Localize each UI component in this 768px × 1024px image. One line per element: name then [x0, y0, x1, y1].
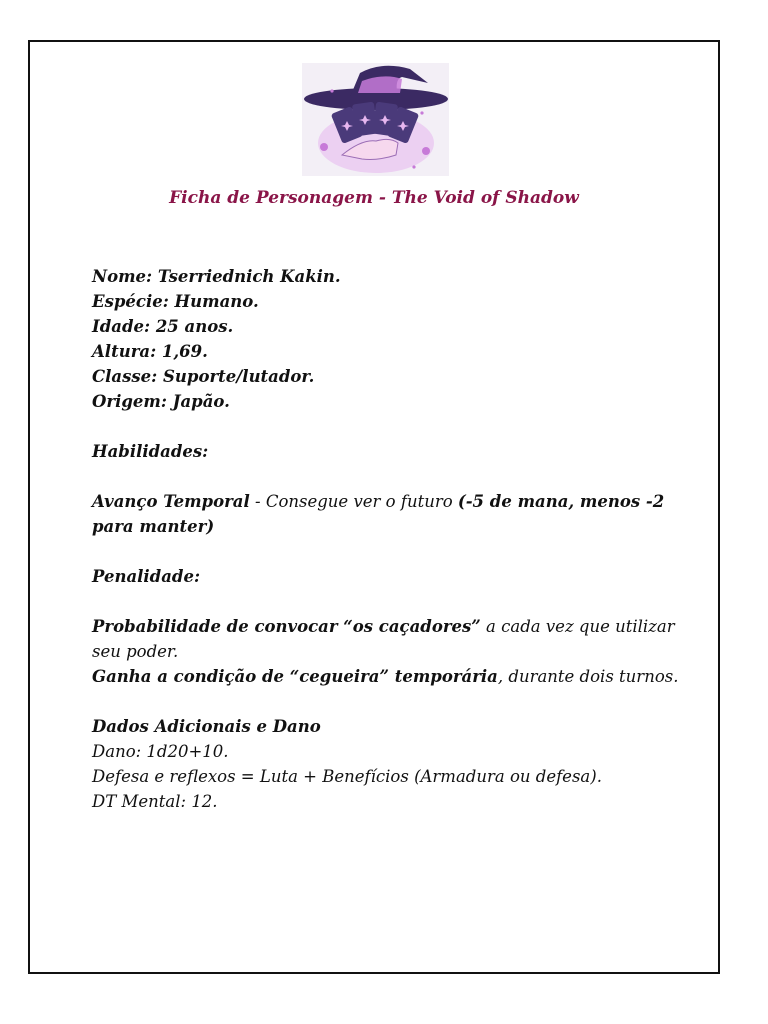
abilities-heading: Habilidades: [92, 442, 209, 461]
field-origem: Origem: Japão. [92, 392, 230, 411]
extra-dano: Dano: 1d20+10. [92, 742, 229, 761]
document-page [28, 40, 720, 974]
penalty-line-1-rest: a cada vez que utilizar seu poder. [92, 617, 675, 661]
ability-description: Consegue ver o futuro [265, 492, 458, 511]
penalty-line-2 [92, 664, 692, 689]
extra-dt: DT Mental: 12. [92, 792, 218, 811]
field-nome: Nome: Tserriednich Kakin. [92, 267, 341, 286]
penalty-heading: Penalidade: [92, 567, 201, 586]
extra-defesa: Defesa e reflexos = Luta + Benefícios (Armadura ou defesa). [92, 767, 602, 786]
penalty-line-2-rest: , durante dois turnos. [497, 667, 679, 686]
extra-heading: Dados Adicionais e Dano [92, 717, 321, 736]
field-especie: Espécie: Humano. [92, 292, 259, 311]
field-idade: Idade: 25 anos. [92, 317, 234, 336]
ability-name: Avanço Temporal [92, 492, 250, 511]
penalty-line-1 [92, 614, 692, 664]
document-title: Ficha de Personagem - The Void of Shadow [169, 188, 579, 208]
penalty-line-2-bold: Ganha a condição de “cegueira” temporária [92, 667, 498, 686]
ability-separator: - [249, 492, 266, 511]
witch-hat-icon [302, 63, 449, 176]
field-altura: Altura: 1,69. [92, 342, 208, 361]
ability-entry [92, 489, 692, 539]
header-illustration [302, 63, 449, 176]
field-classe: Classe: Suporte/lutador. [92, 367, 315, 386]
penalty-line-1-bold: Probabilidade de convocar “os caçadores” [92, 617, 481, 636]
character-sheet-body [92, 264, 692, 814]
ability-cost: (-5 de mana, menos -2 para manter) [92, 492, 665, 536]
